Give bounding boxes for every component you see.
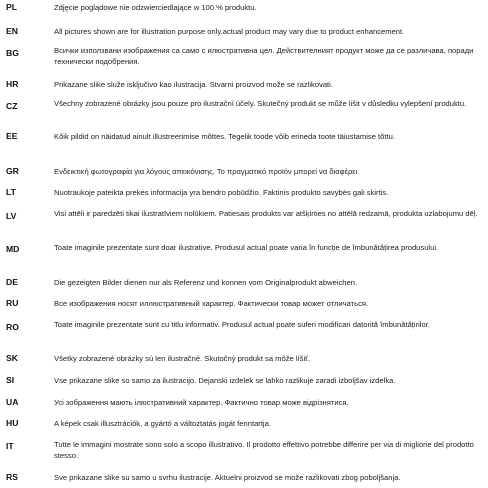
disclaimer-text: Zdjęcie poglądowe nie odzwierciedlające w 100 % produktu. <box>54 3 257 12</box>
language-code: HU <box>6 418 19 428</box>
language-code: EE <box>6 131 18 141</box>
disclaimer-text: Prikazane slike služe isključivo kao ilustracija. Stvarni proizvod može se razlikovati. <box>54 80 333 89</box>
disclaimer-text: A képek csak illusztrációk, a gyártó a változtatás jogát fenntartja. <box>54 419 271 428</box>
disclaimer-text: Всички използвани изображения са само с илюстративна цел. Действителният продукт може да се различава, поради технически подобрения. <box>54 46 474 66</box>
language-code: MD <box>6 244 20 254</box>
disclaimer-text: Nuotraukoje pateikta prekės informacija yra bendro pobūdžio. Faktinis produkto savybės gali skirtis. <box>54 188 389 197</box>
disclaimer-text: Všetky zobrazené obrázky sú len ilustračné. Skutočný produkt sa môže líšiť. <box>54 354 311 363</box>
disclaimer-text: Все изображения носят иллюстративный характер. Фактически товар может отличаться. <box>54 299 369 308</box>
language-code: PL <box>6 2 17 12</box>
language-code: RS <box>6 472 18 482</box>
disclaimer-text: Visi attēli ir paredzēti tikai ilustratīviem nolūkiem. Patiesais produkts var atšķirties no attēlā redzamā, produkta uzlabojumu dēļ. <box>54 209 478 218</box>
disclaimer-text: Die gezeigten Bilder dienen nur als Referenz und konnen vom Originalprodukt abweichen. <box>54 278 358 287</box>
language-code: LT <box>6 187 16 197</box>
language-code: UA <box>6 397 19 407</box>
language-code: GR <box>6 166 19 176</box>
language-code: DE <box>6 277 18 287</box>
language-code: HR <box>6 79 19 89</box>
language-code: SI <box>6 375 15 385</box>
language-code: SK <box>6 353 18 363</box>
disclaimer-text: Toate imaginile prezentate sunt doar ilustrative. Produsul actual poate varia în funcție de îmbunătățirea produsului. <box>54 243 439 252</box>
disclaimer-text: Toate imaginile prezentate sunt cu titlu informativ. Produsul actual poate suferi modificari datorită îmbunătățirilor. <box>54 320 430 329</box>
disclaimer-text: Tutte le immagini mostrate sono solo a scopo illustrativo. Il prodotto effettivo potrebbe differire per via di migliorie del prodotto stesso. <box>54 440 474 460</box>
disclaimer-text: Усі зображення мають ілюстративний характер. Фактично товар може відрізнятися. <box>54 398 349 407</box>
disclaimer-text: Kõik pildid on näidatud ainult illustreerimise mõttes. Tegelik toode võib erineda toote täiustamise tõttu. <box>54 132 395 141</box>
language-code: CZ <box>6 101 18 111</box>
language-code: RU <box>6 298 19 308</box>
disclaimer-text: Sve prikazane slike su samo u svrhu ilustracije. Aktuelni proizvod se može razlikovati zbog poboljšanja. <box>54 473 401 482</box>
disclaimer-text: All pictures shown are for illustration purpose only.actual product may vary due to product enhancement. <box>54 27 405 36</box>
language-code: LV <box>6 211 17 221</box>
language-code: RO <box>6 322 19 332</box>
language-code: EN <box>6 26 18 36</box>
disclaimer-text: Vse prikazane slike so samo za ilustracijo. Dejanski izdelek se lahko razlikuje zaradi izboljšav izdelka. <box>54 376 396 385</box>
disclaimer-text: Všechny zobrazené obrázky jsou pouze pro ilustrační účely. Skutečný produkt se může lišit v důsledku vylepšení produktu. <box>54 99 467 108</box>
language-code: BG <box>6 48 19 58</box>
language-code: IT <box>6 441 14 451</box>
disclaimer-text: Ενδεικτική φωτογραφία για λόγους απεικόνισης. Το πραγματικό προϊόν μπορεί να διαφέρει. <box>54 167 360 176</box>
